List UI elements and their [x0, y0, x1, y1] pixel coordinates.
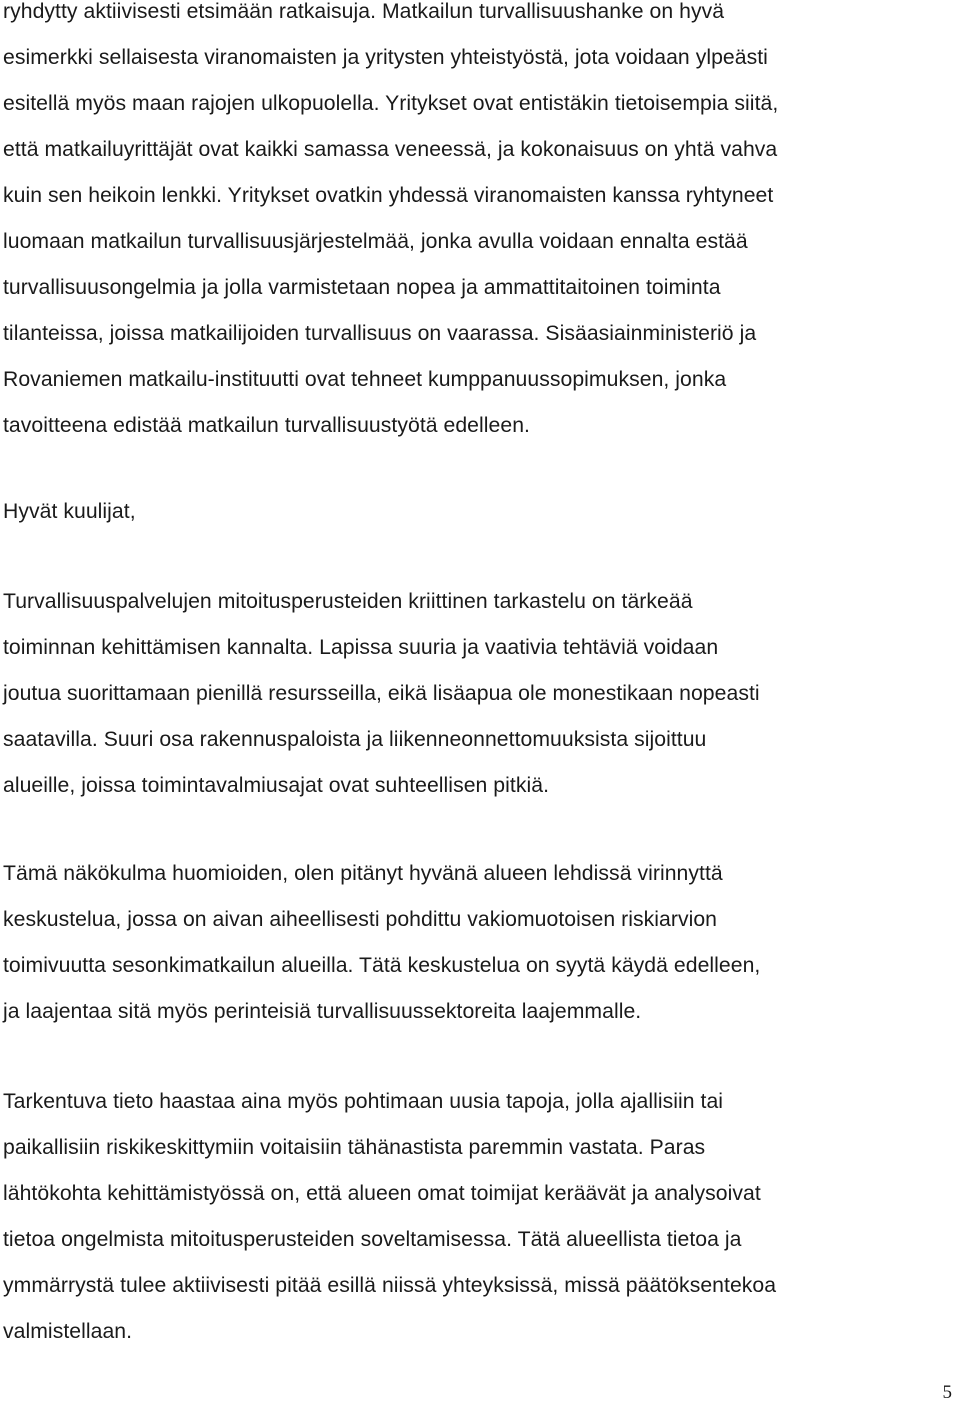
paragraph-development: [3, 1079, 953, 1355]
text-line: esimerkki sellaisesta viranomaisten ja yritysten yhteistyöstä, jota voidaan ylpeästi: [3, 46, 768, 69]
text-line: toiminnan kehittämisen kannalta. Lapissa suuria ja vaativia tehtäviä voidaan: [3, 636, 719, 659]
text-line: Turvallisuuspalvelujen mitoitusperusteiden kriittinen tarkastelu on tärkeää: [3, 590, 693, 613]
text-line: esitellä myös maan rajojen ulkopuolella. Yritykset ovat entistäkin tietoisempia siitä,: [3, 92, 779, 115]
text-line: valmistellaan.: [3, 1320, 133, 1343]
text-line: ymmärrystä tulee aktiivisesti pitää esillä niissä yhteyksissä, missä päätöksentekoa: [3, 1274, 777, 1297]
text-line: Rovaniemen matkailu-instituutti ovat tehneet kumppanuussopimuksen, jonka: [3, 368, 727, 391]
text-line: tavoitteena edistää matkailun turvallisuustyötä edelleen.: [3, 414, 530, 437]
text-line: saatavilla. Suuri osa rakennuspaloista ja liikenneonnettomuuksista sijoittuu: [3, 728, 707, 751]
paragraph-service-dimensioning: [3, 579, 953, 809]
paragraph-regional-discussion: [3, 851, 953, 1035]
text-line: joutua suorittamaan pienillä resursseilla, eikä lisäapua ole monestikaan nopeasti: [3, 682, 760, 705]
text-line: Tämä näkökulma huomioiden, olen pitänyt hyvänä alueen lehdissä virinnyttä: [3, 862, 723, 885]
text-line: alueille, joissa toimintavalmiusajat ovat suhteellisen pitkiä.: [3, 774, 550, 797]
text-line: turvallisuusongelmia ja jolla varmistetaan nopea ja ammattitaitoinen toiminta: [3, 276, 721, 299]
text-line: keskustelua, jossa on aivan aiheellisesti pohdittu vakiomuotoisen riskiarvion: [3, 908, 718, 931]
page-number: 5: [942, 1382, 952, 1403]
text-line: ja laajentaa sitä myös perinteisiä turvallisuussektoreita laajemmalle.: [3, 1000, 642, 1023]
text-line: ryhdytty aktiivisesti etsimään ratkaisuja. Matkailun turvallisuushanke on hyvä: [3, 0, 725, 23]
text-line: kuin sen heikoin lenkki. Yritykset ovatkin yhdessä viranomaisten kanssa ryhtyneet: [3, 184, 774, 207]
text-line: luomaan matkailun turvallisuusjärjestelmää, jonka avulla voidaan ennalta estää: [3, 230, 748, 253]
text-line: Tarkentuva tieto haastaa aina myös pohtimaan uusia tapoja, jolla ajallisiin tai: [3, 1090, 724, 1113]
text-line: paikallisiin riskikeskittymiin voitaisiin tähänastista paremmin vastata. Paras: [3, 1136, 706, 1159]
paragraph-tourism-safety: [3, 0, 953, 449]
text-line: että matkailuyrittäjät ovat kaikki samassa veneessä, ja kokonaisuus on yhtä vahva: [3, 138, 778, 161]
text-line: tilanteissa, joissa matkailijoiden turvallisuus on vaarassa. Sisäasiainministeriö ja: [3, 322, 757, 345]
text-line: tietoa ongelmista mitoitusperusteiden soveltamisessa. Tätä alueellista tietoa ja: [3, 1228, 742, 1251]
text-line: Hyvät kuulijat,: [3, 500, 136, 523]
paragraph-greeting: [3, 489, 953, 535]
text-line: toimivuutta sesonkimatkailun alueilla. Tätä keskustelua on syytä käydä edelleen,: [3, 954, 761, 977]
text-line: lähtökohta kehittämistyössä on, että alueen omat toimijat keräävät ja analysoivat: [3, 1182, 761, 1205]
